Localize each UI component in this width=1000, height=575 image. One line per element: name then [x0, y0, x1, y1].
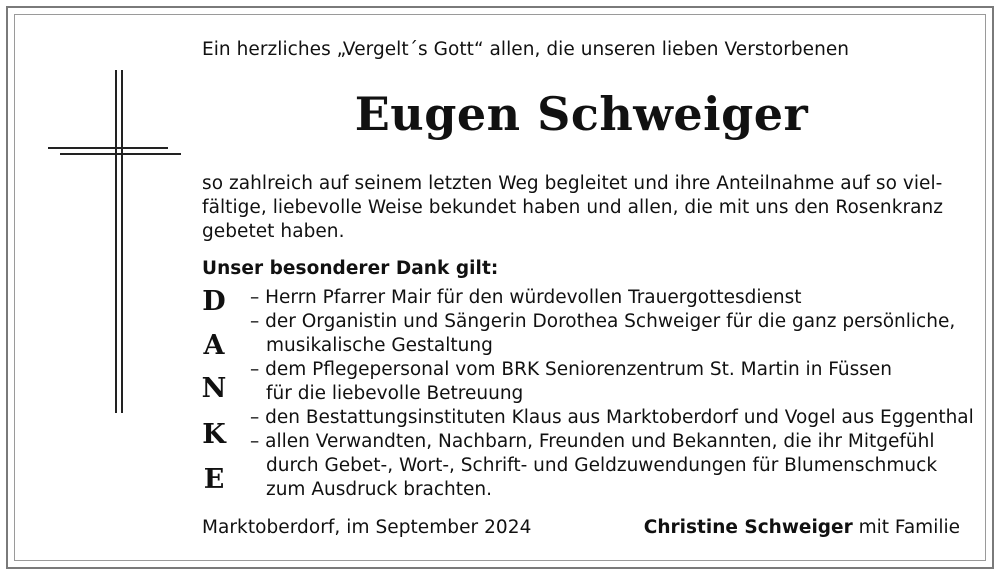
deceased-name: Eugen Schweiger [354, 87, 809, 141]
intro-text: Ein herzliches „Vergelt´s Gott“ allen, die unseren lieben Verstorbenen [202, 39, 850, 60]
thanks-heading: Unser besonderer Dank gilt: [202, 258, 499, 279]
danke-letter: E [203, 464, 225, 495]
thanks-item: – Herrn Pfarrer Mair für den würdevollen Trauergottesdienst [250, 287, 802, 308]
signature-suffix: mit Familie [852, 517, 960, 538]
body-line: gebetet haben. [202, 221, 345, 242]
thanks-item: durch Gebet-, Wort-, Schrift- und Geldzuwendungen für Blumenschmuck [266, 455, 938, 476]
danke-letter: K [202, 419, 226, 450]
thanks-item: – den Bestattungsinstituten Klaus aus Marktoberdorf und Vogel aus Eggenthal [250, 407, 974, 428]
body-line: so zahlreich auf seinem letzten Weg begleitet und ihre Anteilnahme auf so viel- [202, 173, 943, 194]
body-line: fältige, liebevolle Weise bekundet haben und allen, die mit uns den Rosenkranz [202, 197, 944, 218]
thanks-item: – der Organistin und Sängerin Dorothea Schweiger für die ganz persönliche, [250, 311, 956, 332]
danke-letter: A [203, 330, 225, 361]
thanks-item: zum Ausdruck brachten. [266, 479, 493, 500]
danke-letter: N [201, 373, 227, 404]
thanks-item: – allen Verwandten, Nachbarn, Freunden und Bekannten, die ihr Mitgefühl [250, 431, 935, 452]
danke-letter: D [202, 286, 226, 317]
place-date: Marktoberdorf, im September 2024 [202, 517, 532, 538]
signature [644, 516, 960, 540]
thanks-item: für die liebevolle Betreuung [266, 383, 524, 404]
thanks-item: – dem Pflegepersonal vom BRK Seniorenzentrum St. Martin in Füssen [250, 359, 893, 380]
thanks-item: musikalische Gestaltung [266, 335, 493, 356]
signature-name: Christine Schweiger [643, 517, 853, 538]
